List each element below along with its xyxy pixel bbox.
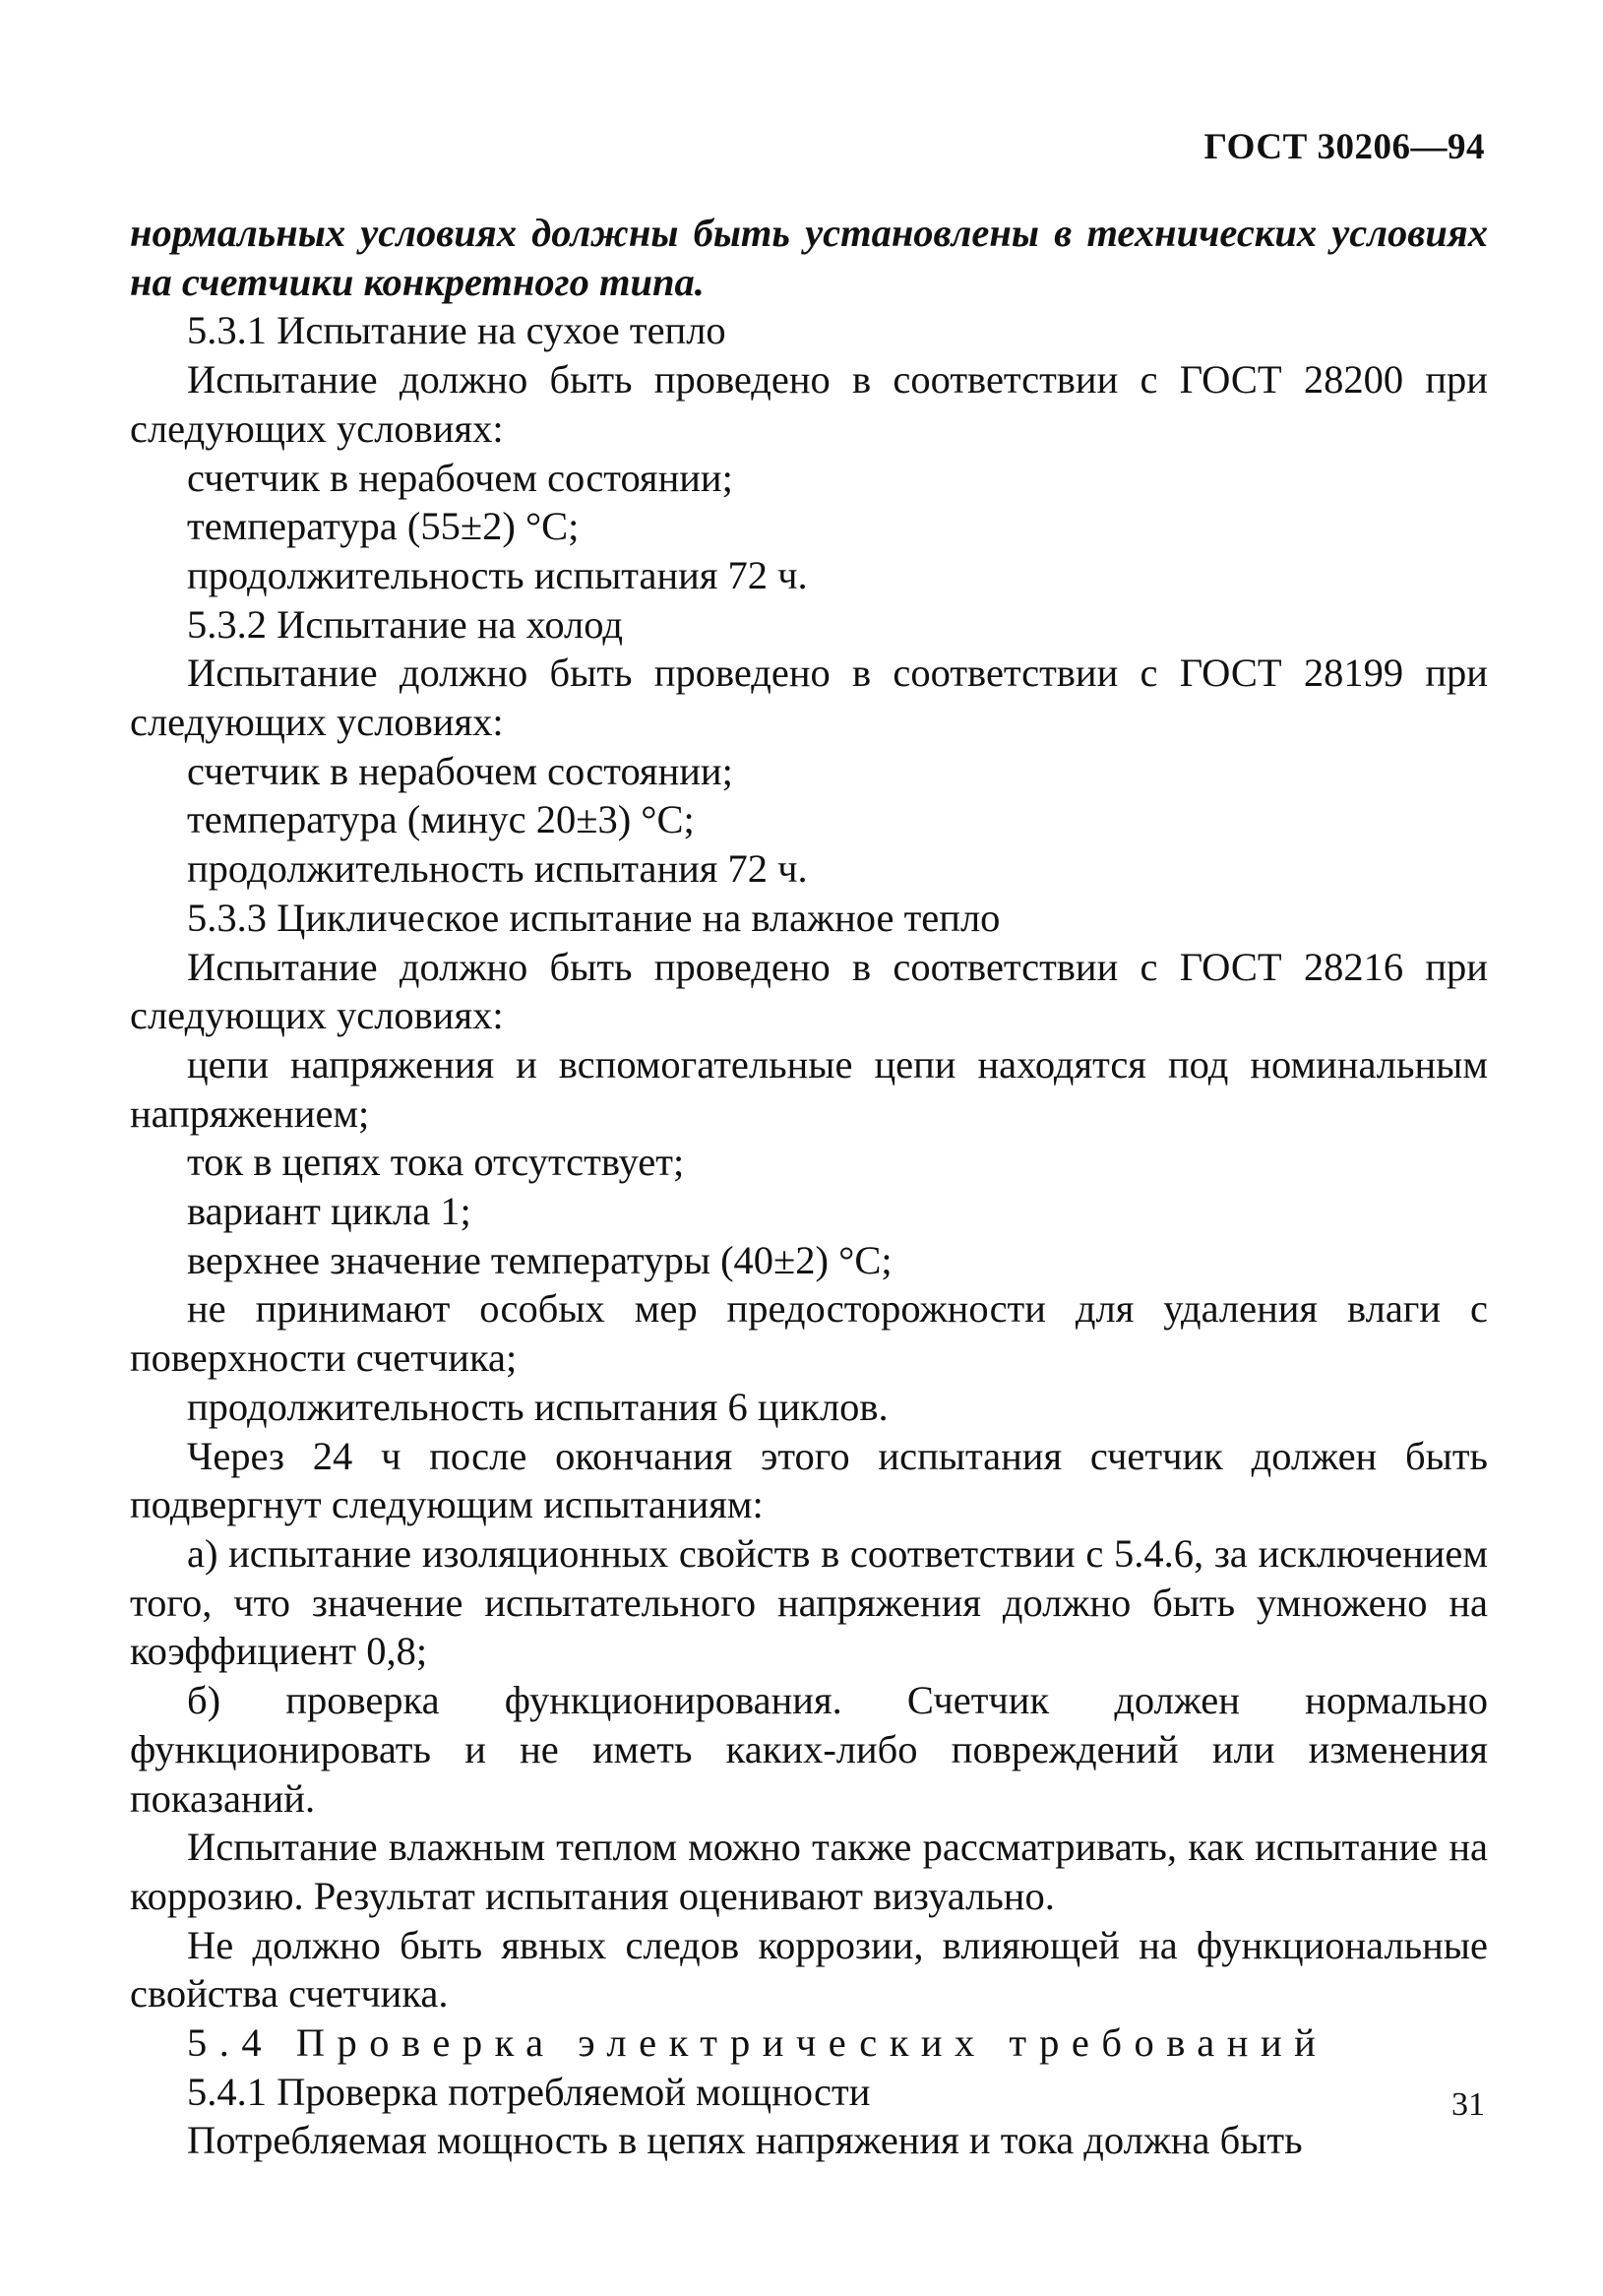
- list-item: цепи напряжения и вспомогательные цепи находятся под номинальным напряжением;: [130, 1041, 1488, 1136]
- document-body: [130, 209, 1488, 2165]
- paragraph: Не должно быть явных следов коррозии, влияющей на функциональные свойства счетчика.: [130, 1922, 1488, 2017]
- paragraph: Испытание должно быть проведено в соответствии с ГОСТ 28200 при следующих условиях:: [130, 357, 1488, 451]
- list-item: продолжительность испытания 6 циклов.: [187, 1384, 889, 1429]
- list-item: ток в цепях тока отсутствует;: [187, 1140, 685, 1185]
- page-number: 31: [1451, 2086, 1485, 2123]
- list-item: счетчик в нерабочем состоянии;: [187, 455, 733, 500]
- list-item: продолжительность испытания 72 ч.: [187, 552, 808, 597]
- list-item: вариант цикла 1;: [187, 1189, 471, 1234]
- list-item: температура (минус 20±3) °С;: [187, 797, 695, 842]
- paragraph-continuation: нормальных условиях должны быть установлены в технических условиях на счетчики конкретного типа.: [130, 211, 1488, 304]
- section-heading-5-4-1: 5.4.1 Проверка потребляемой мощности: [187, 2069, 871, 2114]
- list-item-b: б) проверка функционирования. Счетчик должен нормально функционировать и не иметь каких-либо повреждений или изменения показаний.: [130, 1678, 1488, 1821]
- section-heading-5-3-3: 5.3.3 Циклическое испытание на влажное тепло: [187, 895, 1001, 940]
- paragraph: Потребляемая мощность в цепях напряжения и тока должна быть: [187, 2118, 1303, 2163]
- section-heading-5-4: 5.4 Проверка электрических требований: [187, 2020, 1328, 2066]
- paragraph: Испытание влажным теплом можно также рассматривать, как испытание на коррозию. Результат испытания оценивают визуально.: [130, 1825, 1488, 1918]
- list-item-a: а) испытание изоляционных свойств в соответствии с 5.4.6, за исключением того, что значение испытательного напряжения должно быть умножено на коэффициент 0,8;: [130, 1530, 1488, 1674]
- section-heading-5-3-1: 5.3.1 Испытание на сухое тепло: [187, 308, 726, 353]
- document-code-header: ГОСТ 30206—94: [1203, 127, 1485, 167]
- paragraph: Через 24 ч после окончания этого испытания счетчик должен быть подвергнут следующим испытаниям:: [130, 1433, 1488, 1527]
- list-item: верхнее значение температуры (40±2) °С;: [187, 1237, 893, 1282]
- list-item: не принимают особых мер предосторожности для удаления влаги с поверхности счетчика;: [130, 1286, 1488, 1381]
- section-heading-5-3-2: 5.3.2 Испытание на холод: [187, 601, 623, 647]
- paragraph: Испытание должно быть проведено в соответствии с ГОСТ 28216 при следующих условиях:: [130, 944, 1488, 1038]
- list-item: температура (55±2) °С;: [187, 504, 580, 549]
- list-item: счетчик в нерабочем состоянии;: [187, 748, 733, 793]
- list-item: продолжительность испытания 72 ч.: [187, 846, 808, 892]
- paragraph: Испытание должно быть проведено в соответствии с ГОСТ 28199 при следующих условиях:: [130, 651, 1488, 745]
